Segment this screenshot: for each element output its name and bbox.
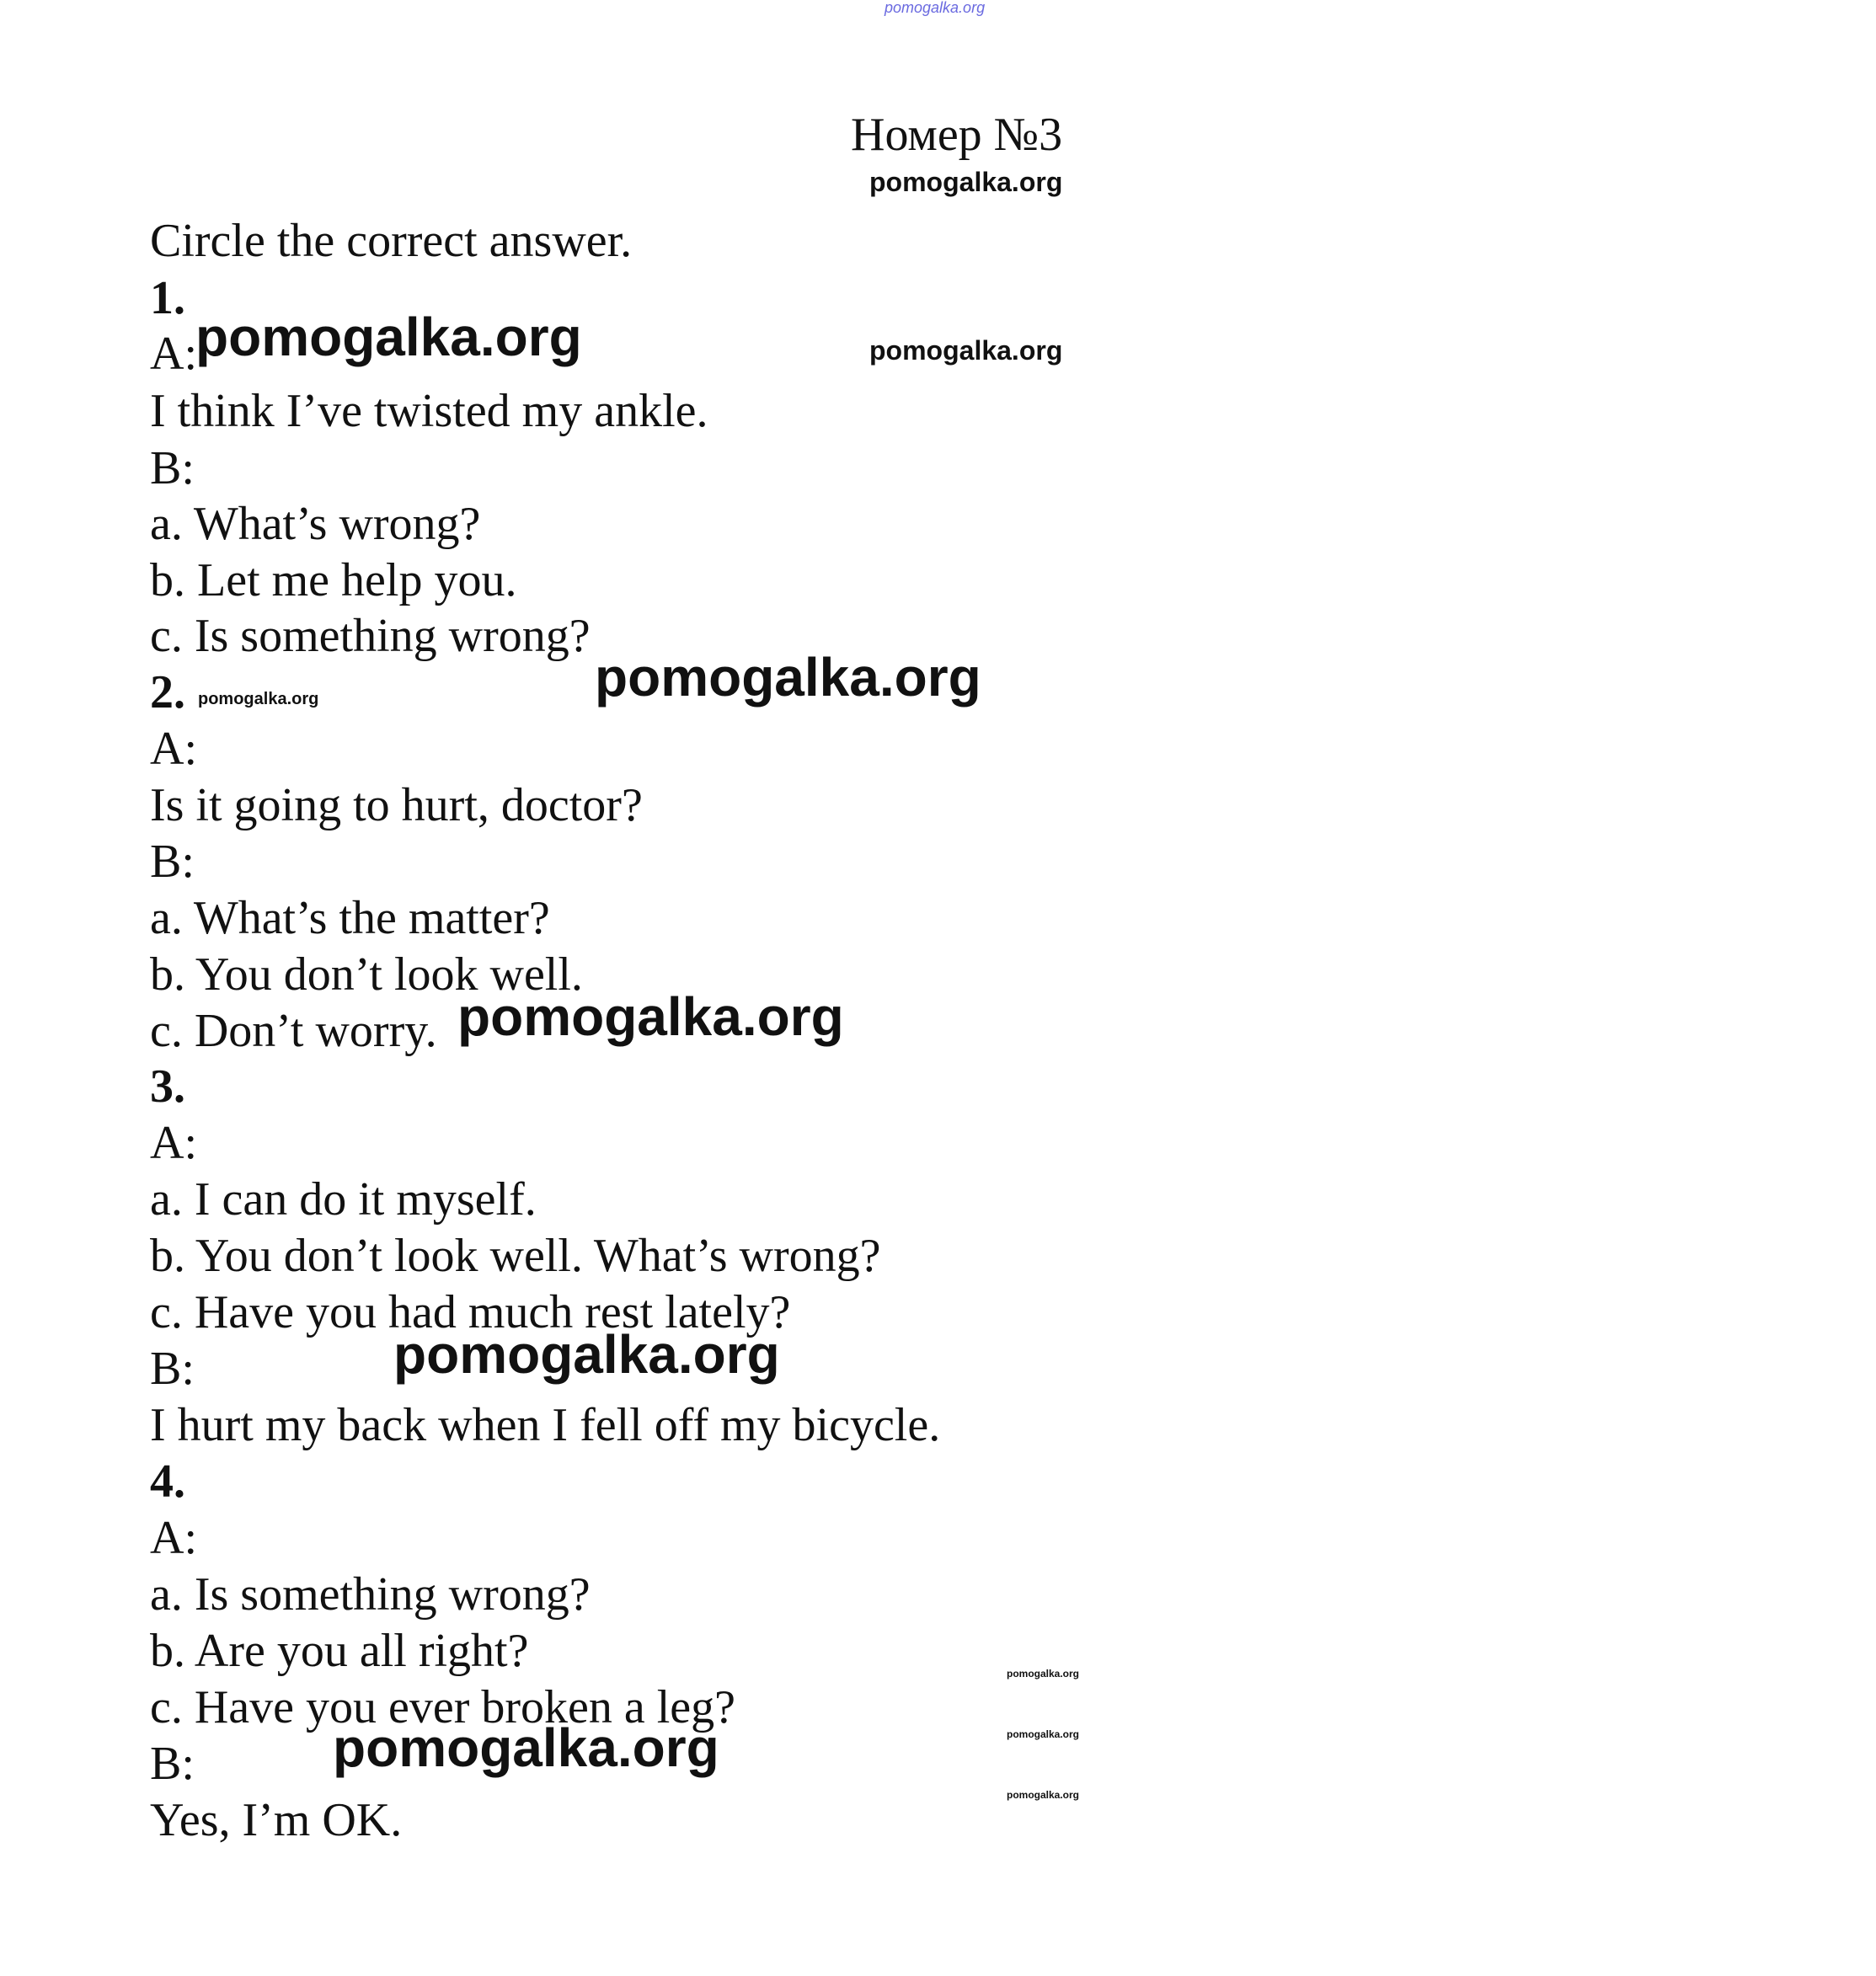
watermark-tiny: pomogalka.org	[1007, 1789, 1080, 1801]
question-3-option-a[interactable]: a. I can do it myself.	[150, 1173, 537, 1226]
question-3-option-c[interactable]: c. Have you had much rest lately?	[150, 1286, 791, 1338]
question-1-option-c[interactable]: c. Is something wrong?	[150, 610, 591, 662]
question-4-b-text: Yes, I’m OK.	[150, 1794, 403, 1846]
question-3-option-b[interactable]: b. You don’t look well. What’s wrong?	[150, 1230, 881, 1282]
question-2-number: 2.	[150, 666, 185, 718]
question-2-a-text: Is it going to hurt, doctor?	[150, 779, 643, 831]
question-2-option-a[interactable]: a. What’s the matter?	[150, 892, 550, 944]
question-3-a-label: A:	[150, 1117, 197, 1169]
watermark-top: pomogalka.org	[885, 0, 986, 16]
question-1-a-text: I think I’ve twisted my ankle.	[150, 385, 708, 437]
question-4-option-c[interactable]: c. Have you ever broken a leg?	[150, 1681, 735, 1733]
watermark-tiny: pomogalka.org	[1007, 1668, 1080, 1680]
question-1-b-label: B:	[150, 442, 195, 494]
question-2-option-b[interactable]: b. You don’t look well.	[150, 948, 583, 1001]
watermark-under-title: pomogalka.org	[869, 167, 1063, 197]
watermark-tiny: pomogalka.org	[1007, 1728, 1080, 1740]
watermark-large: pomogalka.org	[333, 1717, 719, 1778]
question-2-a-label: A:	[150, 723, 197, 775]
question-4-a-label: A:	[150, 1512, 197, 1564]
watermark-large: pomogalka.org	[195, 307, 582, 367]
question-2-option-c[interactable]: c. Don’t worry.	[150, 1005, 437, 1057]
question-4-b-label: B:	[150, 1738, 195, 1790]
question-3-number: 3.	[150, 1060, 185, 1113]
question-3-b-text: I hurt my back when I fell off my bicycle.	[150, 1399, 941, 1451]
instruction: Circle the correct answer.	[150, 215, 633, 267]
question-4-option-a[interactable]: a. Is something wrong?	[150, 1568, 591, 1621]
question-1-option-a[interactable]: a. What’s wrong?	[150, 498, 481, 550]
page-title: Номер №3	[851, 109, 1063, 161]
watermark-large: pomogalka.org	[393, 1324, 780, 1385]
watermark-medium: pomogalka.org	[869, 335, 1063, 366]
watermark-large: pomogalka.org	[457, 986, 844, 1047]
question-4-option-b[interactable]: b. Are you all right?	[150, 1625, 529, 1677]
question-1-a-label: A:	[150, 328, 197, 380]
question-2-b-label: B:	[150, 836, 195, 888]
question-4-number: 4.	[150, 1455, 185, 1508]
question-3-b-label: B:	[150, 1343, 195, 1395]
question-1-number: 1.	[150, 272, 185, 324]
watermark-large: pomogalka.org	[595, 647, 981, 708]
question-1-option-b[interactable]: b. Let me help you.	[150, 554, 517, 606]
watermark-small: pomogalka.org	[198, 690, 319, 708]
